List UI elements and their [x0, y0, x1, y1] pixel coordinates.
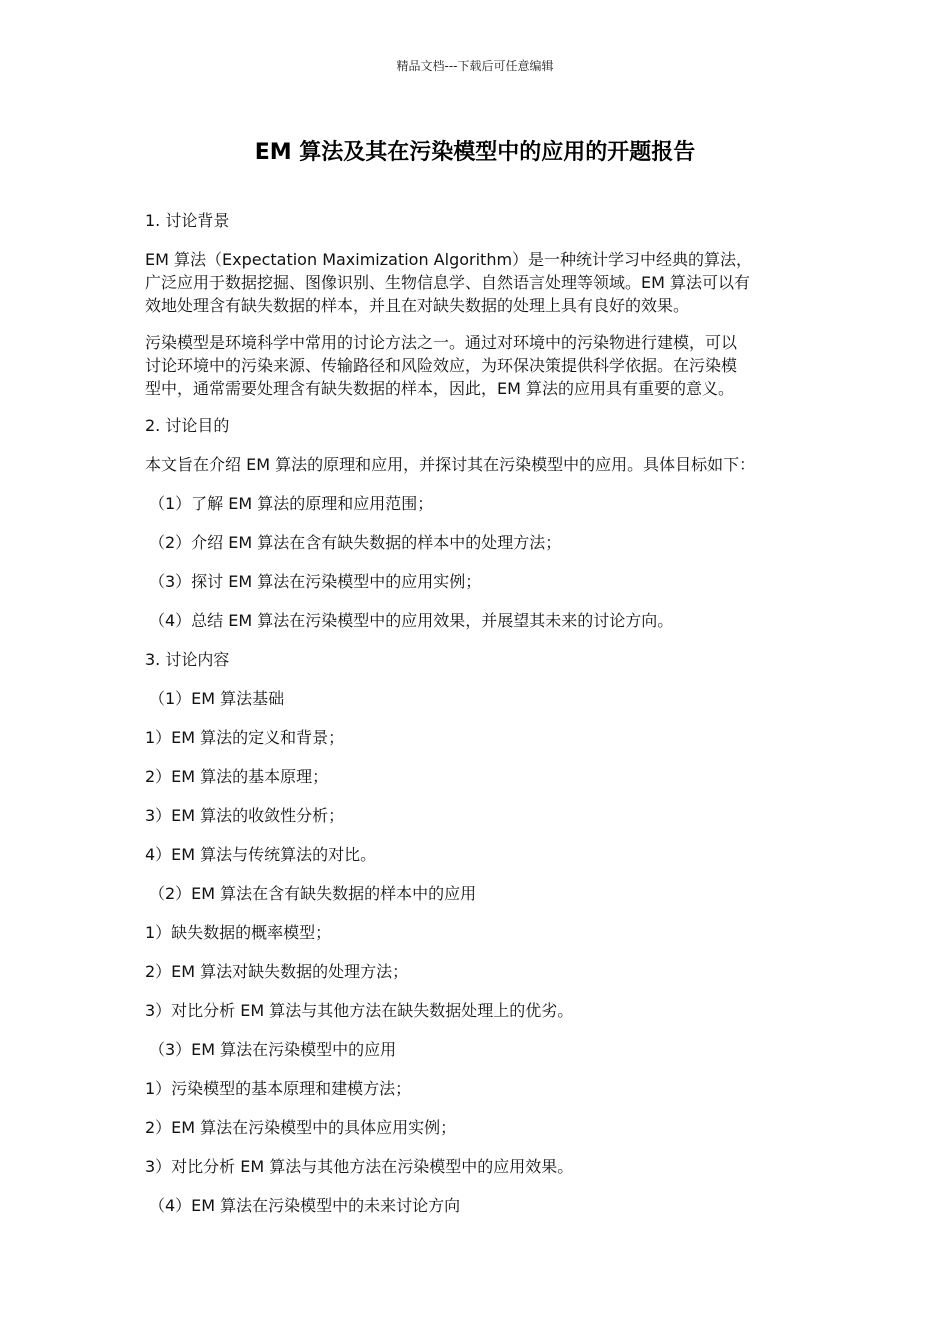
- subsection-heading-future-direction: （4）EM 算法在污染模型中的未来讨论方向: [149, 1196, 461, 1215]
- paragraph-line: EM 算法（Expectation Maximization Algorithm）是一种统计学习中经典的算法，: [145, 250, 753, 269]
- document-body: [145, 209, 810, 1233]
- list-item: 4）EM 算法与传统算法的对比。: [145, 845, 377, 864]
- paragraph-line: 讨论环境中的污染来源、传输路径和风险效应，为环保决策提供科学依据。在污染模: [145, 356, 738, 375]
- paragraph-line: 效地处理含有缺失数据的样本，并且在对缺失数据的处理上具有良好的效果。: [145, 296, 690, 315]
- section-heading-content: 3. 讨论内容: [145, 650, 230, 669]
- background-paragraph-2: [145, 331, 810, 400]
- list-item: 3）对比分析 EM 算法与其他方法在污染模型中的应用效果。: [145, 1157, 574, 1176]
- list-item: 1）缺失数据的概率模型；: [145, 923, 332, 942]
- section-heading-background: 1. 讨论背景: [145, 211, 230, 230]
- paragraph-line: 广泛应用于数据挖掘、图像识别、生物信息学、自然语言处理等领域。EM 算法可以有: [145, 273, 751, 292]
- list-item: 2）EM 算法的基本原理；: [145, 767, 329, 786]
- list-item: 2）EM 算法对缺失数据的处理方法；: [145, 962, 409, 981]
- section-heading-purpose: 2. 讨论目的: [145, 416, 230, 435]
- goal-item: （3）探讨 EM 算法在污染模型中的应用实例；: [149, 572, 482, 591]
- goal-item: （1）了解 EM 算法的原理和应用范围；: [149, 494, 434, 513]
- document-title: EM 算法及其在污染模型中的应用的开题报告: [254, 140, 696, 165]
- goal-item: （4）总结 EM 算法在污染模型中的应用效果，并展望其未来的讨论方向。: [149, 611, 674, 630]
- list-item: 3）对比分析 EM 算法与其他方法在缺失数据处理上的优劣。: [145, 1001, 574, 1020]
- list-item: 1）污染模型的基本原理和建模方法；: [145, 1079, 412, 1098]
- purpose-intro: 本文旨在介绍 EM 算法的原理和应用，并探讨其在污染模型中的应用。具体目标如下：: [145, 455, 756, 474]
- background-paragraph-1: [145, 248, 810, 317]
- header-note: 精品文档---下载后可任意编辑: [396, 59, 554, 73]
- paragraph-line: 型中，通常需要处理含有缺失数据的样本，因此，EM 算法的应用具有重要的意义。: [145, 379, 735, 398]
- list-item: 3）EM 算法的收敛性分析；: [145, 806, 345, 825]
- subsection-heading-missing-data: （2）EM 算法在含有缺失数据的样本中的应用: [149, 884, 477, 903]
- subsection-heading-em-basics: （1）EM 算法基础: [149, 689, 285, 708]
- list-item: 1）EM 算法的定义和背景；: [145, 728, 345, 747]
- goal-item: （2）介绍 EM 算法在含有缺失数据的样本中的处理方法；: [149, 533, 562, 552]
- subsection-heading-pollution-model: （3）EM 算法在污染模型中的应用: [149, 1040, 397, 1059]
- paragraph-line: 污染模型是环境科学中常用的讨论方法之一。通过对环境中的污染物进行建模，可以: [145, 333, 738, 352]
- list-item: 2）EM 算法在污染模型中的具体应用实例；: [145, 1118, 457, 1137]
